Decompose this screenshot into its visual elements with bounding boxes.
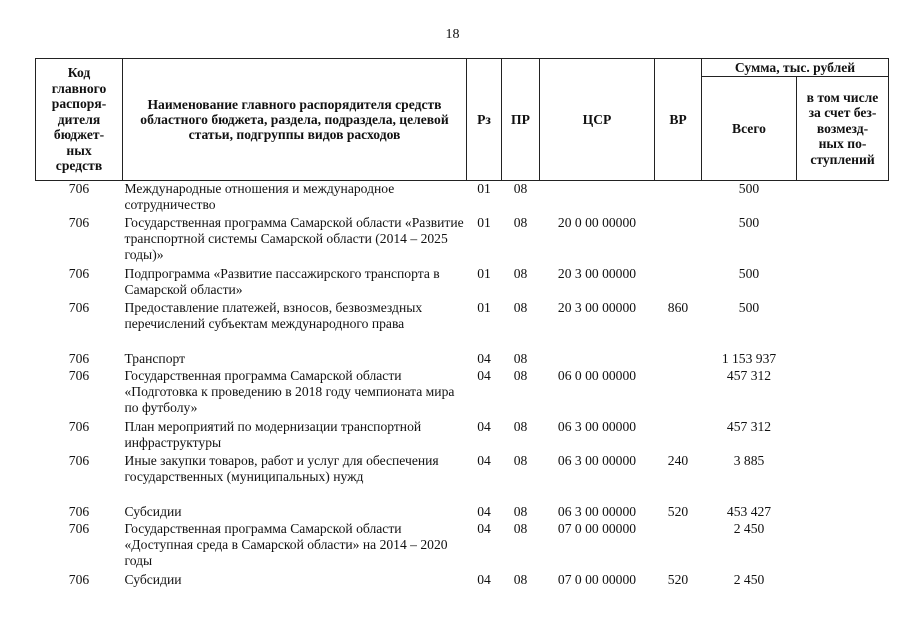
cell-name: Субсидии — [124, 571, 182, 587]
cell-name: Международные отношения и международное сотрудничество — [124, 181, 395, 212]
cell-rz: 04 — [477, 367, 491, 383]
cell-pr: 08 — [513, 452, 528, 468]
table-body — [36, 181, 889, 589]
table-row — [36, 351, 889, 368]
cell-code: 706 — [68, 571, 90, 587]
cell-pr: 08 — [513, 350, 528, 366]
table-row — [36, 368, 889, 419]
table-row — [36, 521, 889, 572]
cell-rz: 01 — [477, 214, 491, 230]
cell-code: 706 — [68, 418, 90, 434]
table-row — [36, 181, 889, 215]
cell-rz: 01 — [477, 299, 491, 315]
header-code: Код главного распоря- дителя бюджет- ных средств — [36, 59, 123, 181]
table-row — [36, 266, 889, 300]
cell-name: Государственная программа Самарской области «Подготовка к проведению в 2018 году чемпионата мира по футболу» — [124, 367, 455, 415]
cell-rz: 04 — [477, 520, 491, 536]
cell-csr: 07 0 00 00000 — [557, 520, 637, 536]
cell-gratis — [797, 181, 889, 215]
cell-pr: 08 — [513, 299, 528, 315]
cell-name: Субсидии — [124, 503, 182, 519]
cell-vr: 240 — [667, 452, 689, 468]
table-row — [36, 419, 889, 453]
cell-name: План мероприятий по модернизации транспортной инфраструктуры — [124, 418, 422, 450]
header-vr: ВР — [655, 59, 702, 181]
cell-code: 706 — [68, 181, 90, 196]
cell-rz: 04 — [477, 571, 491, 587]
cell-total: 500 — [738, 181, 760, 196]
cell-total: 500 — [738, 265, 760, 281]
cell-gratis — [797, 572, 889, 589]
cell-total: 457 312 — [726, 418, 772, 434]
table-row — [36, 572, 889, 589]
header-name: Наименование главного распорядителя средств областного бюджета, раздела, подраздела, целевой статьи, подгруппы видов расходов — [123, 59, 467, 181]
cell-pr: 08 — [513, 214, 528, 230]
cell-csr — [540, 181, 655, 215]
cell-name: Государственная программа Самарской области «Доступная среда в Самарской области» на 2014 – 2020 годы — [124, 520, 448, 568]
cell-vr — [655, 368, 702, 419]
page-number: 18 — [445, 27, 460, 42]
cell-name: Подпрограмма «Развитие пассажирского транспорта в Самарской области» — [124, 265, 440, 297]
table-row — [36, 504, 889, 521]
cell-name: Транспорт — [124, 350, 186, 366]
cell-total: 500 — [738, 214, 760, 230]
cell-pr: 08 — [513, 418, 528, 434]
cell-name: Предоставление платежей, взносов, безвозмездных перечислений субъектам международного права — [124, 299, 423, 331]
cell-code: 706 — [68, 265, 90, 281]
cell-csr: 20 0 00 00000 — [557, 214, 637, 230]
header-csr: ЦСР — [540, 59, 655, 181]
cell-total: 1 153 937 — [721, 350, 777, 366]
table-row — [36, 300, 889, 351]
cell-vr — [655, 215, 702, 266]
cell-rz: 01 — [477, 181, 491, 196]
cell-vr — [655, 351, 702, 368]
cell-csr — [540, 351, 655, 368]
cell-gratis — [797, 521, 889, 572]
cell-name: Государственная программа Самарской области «Развитие транспортной системы Самарской области (2014 – 2025 годы)» — [124, 214, 464, 262]
cell-vr — [655, 521, 702, 572]
cell-code: 706 — [68, 350, 90, 366]
cell-rz: 04 — [477, 418, 491, 434]
cell-total: 2 450 — [733, 520, 765, 536]
cell-csr: 06 3 00 00000 — [557, 452, 637, 468]
table-header — [36, 59, 889, 181]
header-rz: Рз — [467, 59, 502, 181]
cell-gratis — [797, 300, 889, 351]
cell-csr: 06 0 00 00000 — [557, 367, 637, 383]
cell-total: 2 450 — [733, 571, 765, 587]
cell-gratis — [797, 266, 889, 300]
cell-gratis — [797, 368, 889, 419]
cell-pr: 08 — [513, 571, 528, 587]
cell-csr: 07 0 00 00000 — [557, 571, 637, 587]
cell-pr: 08 — [513, 181, 528, 196]
cell-vr: 860 — [667, 299, 689, 315]
cell-pr: 08 — [513, 520, 528, 536]
cell-code: 706 — [68, 503, 90, 519]
cell-code: 706 — [68, 520, 90, 536]
cell-csr: 06 3 00 00000 — [557, 503, 637, 519]
cell-pr: 08 — [513, 367, 528, 383]
cell-code: 706 — [68, 214, 90, 230]
header-total: Всего — [702, 77, 797, 181]
table-row — [36, 215, 889, 266]
cell-gratis — [797, 215, 889, 266]
cell-vr — [655, 419, 702, 453]
header-pr: ПР — [502, 59, 540, 181]
cell-gratis — [797, 453, 889, 504]
cell-total: 453 427 — [726, 503, 772, 519]
cell-pr: 08 — [513, 503, 528, 519]
cell-csr: 20 3 00 00000 — [557, 265, 637, 281]
cell-code: 706 — [68, 299, 90, 315]
cell-vr — [655, 266, 702, 300]
cell-name: Иные закупки товаров, работ и услуг для обеспечения государственных (муниципальных) нужд — [124, 452, 439, 484]
cell-rz: 01 — [477, 265, 491, 281]
cell-rz: 04 — [477, 350, 491, 366]
cell-csr: 20 3 00 00000 — [557, 299, 637, 315]
cell-gratis — [797, 504, 889, 521]
cell-code: 706 — [68, 452, 90, 468]
cell-total: 457 312 — [726, 367, 772, 383]
budget-table — [35, 58, 889, 589]
header-sum: Сумма, тыс. рублей — [702, 59, 889, 77]
cell-code: 706 — [68, 367, 90, 383]
table-row — [36, 453, 889, 504]
cell-total: 500 — [738, 299, 760, 315]
cell-gratis — [797, 351, 889, 368]
cell-vr — [655, 181, 702, 215]
cell-pr: 08 — [513, 265, 528, 281]
cell-gratis — [797, 419, 889, 453]
cell-vr: 520 — [667, 503, 689, 519]
cell-total: 3 885 — [733, 452, 765, 468]
header-gratis: в том числе за счет без- возмезд- ных по- ступлений — [797, 77, 889, 181]
cell-csr: 06 3 00 00000 — [557, 418, 637, 434]
cell-rz: 04 — [477, 452, 491, 468]
cell-rz: 04 — [477, 503, 491, 519]
cell-vr: 520 — [667, 571, 689, 587]
